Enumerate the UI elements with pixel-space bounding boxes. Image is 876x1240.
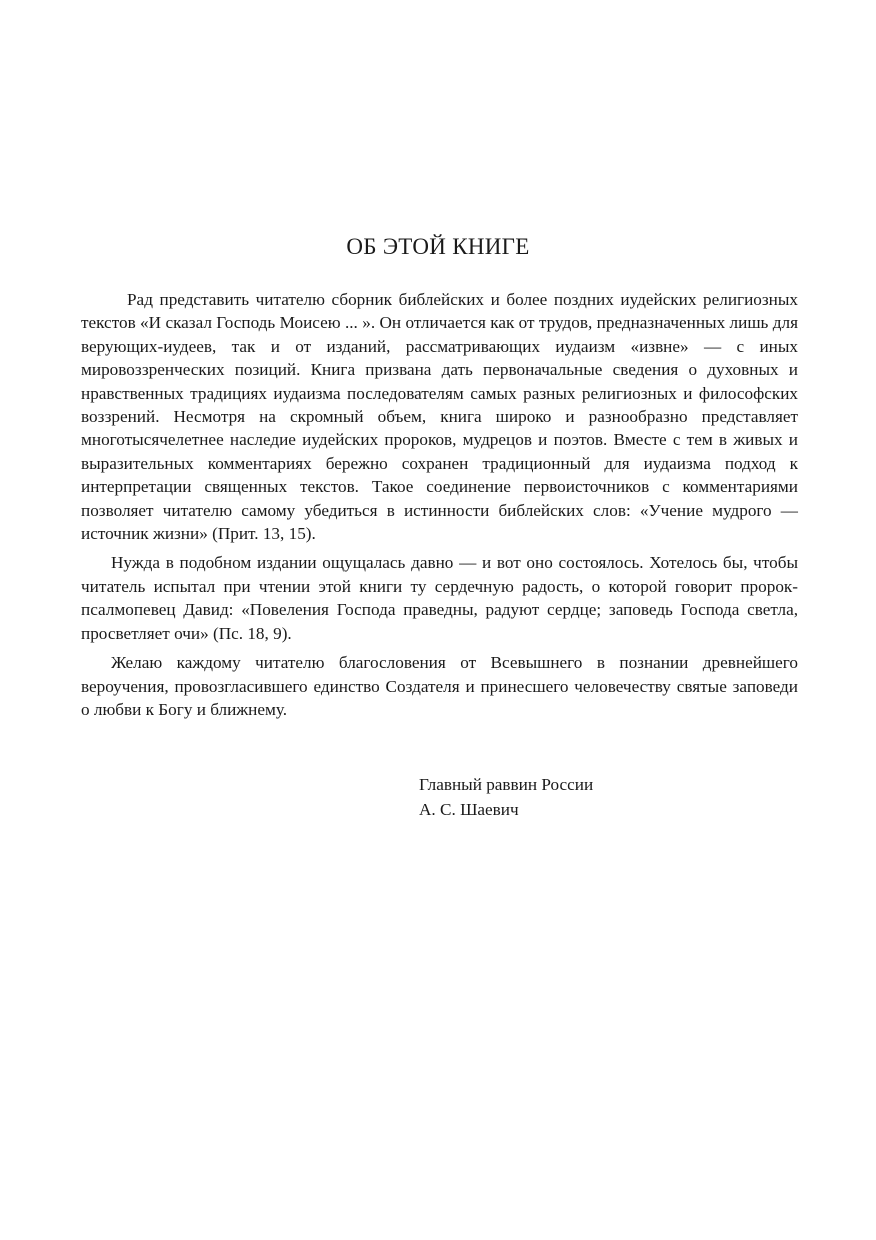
paragraph-wish: Нужда в подобном издании ощущалась давно — и вот оно состоялось. Хотелось бы, чтобы читатель испытал при чтении этой книги ту сердечную радость, о которой говорит пророк-псалмопевец Давид: «Повеления Господа праведны, радуют сердце; заповедь Господа светла, просветляет очи» (Пс. 18, 9).	[81, 553, 798, 643]
signature-block	[419, 772, 593, 822]
signature-position: Главный раввин России	[419, 775, 594, 794]
paragraph-intro: Рад представить читателю сборник библейских и более поздних иудейских религиозных текстов «И сказал Господь Моисею ... ». Он отличается как от трудов, предназначенных лишь для верующих-иудеев, так и от изданий, рассматривающих иудаизм «извне» — с иных мировоззренческих позиций. Книга призвана дать первоначальные сведения о духовных и нравственных традициях иудаизма последователям самых разных религиозных и философских воззрений. Несмотря на скромный объем, книга широко и разнообразно представляет многотысячелетнее наследие иудейских пророков, мудрецов и поэтов. Вместе с тем в живых и выразительных комментариях бережно сохранен традиционный для иудаизма подход к интерпретации священных текстов. Такое соединение первоисточников с комментариями позволяет читателю самому убедиться в истинности библейских слов: «Учение мудрого — источник жизни» (Прит. 13, 15).	[81, 290, 798, 544]
paragraph-blessing: Желаю каждому читателю благословения от Всевышнего в познании древнейшего вероучения, провозгласившего единство Создателя и принесшего человечеству святые заповеди о любви к Богу и ближнему.	[81, 653, 798, 719]
signature-name: А. С. Шаевич	[419, 800, 519, 819]
body-text	[81, 288, 798, 727]
page-title: ОБ ЭТОЙ КНИГЕ	[346, 234, 530, 259]
